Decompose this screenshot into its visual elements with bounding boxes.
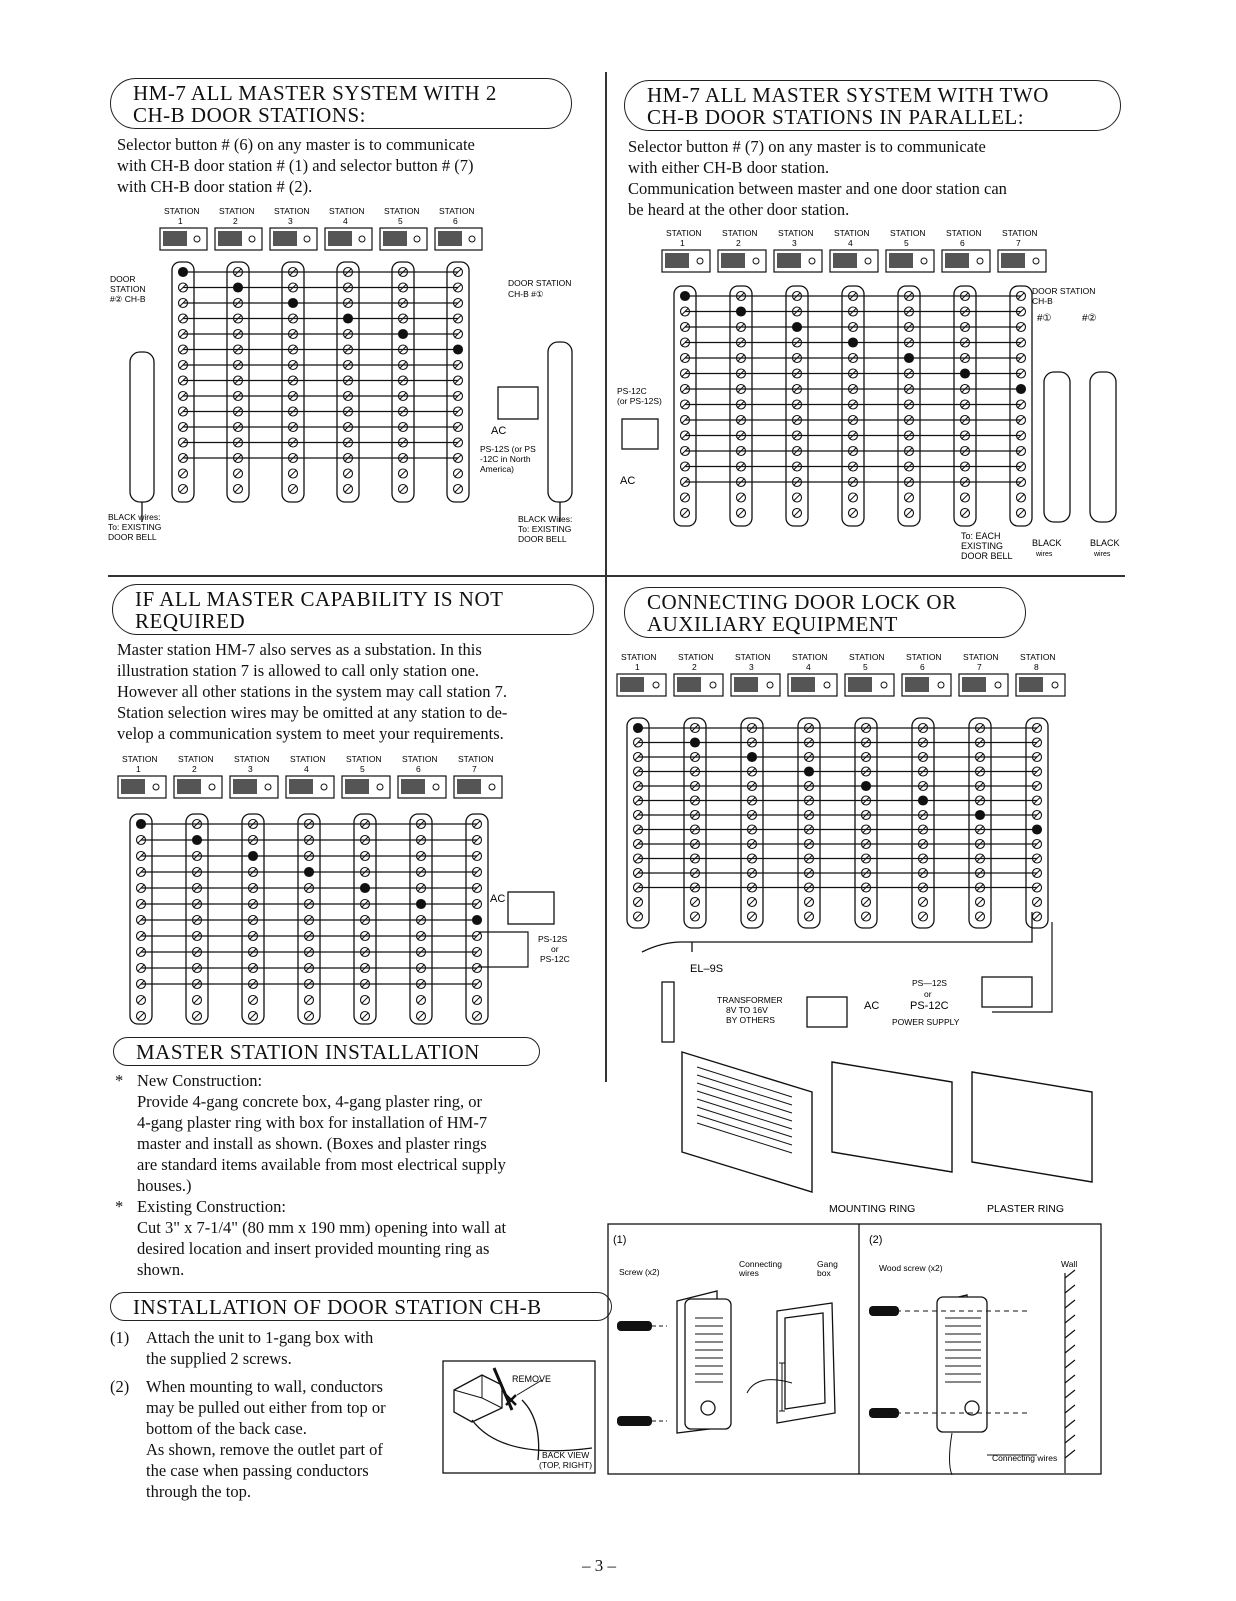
station-label: STATION <box>778 228 814 238</box>
wiring-diagram-1 <box>108 202 598 557</box>
station-number: 6 <box>960 238 965 248</box>
station-number: 7 <box>472 764 477 774</box>
door-install-step-1: (1) Attach the unit to 1-gang box with the supplied 2 screws. <box>110 1328 374 1368</box>
svg-text:PS-12C: PS-12C <box>540 954 570 964</box>
svg-text:DOOR BELL: DOOR BELL <box>961 551 1013 561</box>
svg-text:#①: #① <box>1037 313 1052 324</box>
door-install-step-2: (2) When mounting to wall, conductors may be pulled out either from top or bottom of the back case. As shown, remove the outlet part of the case when passing conductors through the top. <box>110 1377 386 1501</box>
station-number: 3 <box>792 238 797 248</box>
door-station-left <box>130 352 154 502</box>
section2-description: Selector button # (7) on any master is to communicate with either CH-B door station. Communication between master and one door station can be heard at the other door station. <box>628 137 1007 219</box>
station-number: 8 <box>1034 662 1039 672</box>
station-label: STATION <box>666 228 702 238</box>
station-number: 3 <box>248 764 253 774</box>
ps-label: PS-12S (or PS <box>480 444 536 454</box>
station-number: 4 <box>304 764 309 774</box>
black-wires-right: BLACK Wires: <box>518 514 573 524</box>
station-label: STATION <box>621 652 657 662</box>
station-number: 3 <box>749 662 754 672</box>
svg-text:CH-B: CH-B <box>1032 296 1053 306</box>
station-number: 5 <box>904 238 909 248</box>
door-station-1 <box>1044 372 1070 522</box>
terminal-strip <box>969 718 991 928</box>
svg-text:Wall: Wall <box>1061 1259 1078 1269</box>
section-title-parallel-door: HM-7 ALL MASTER SYSTEM WITH TWO CH-B DOOR STATIONS IN PARALLEL: <box>624 80 1121 131</box>
station-number: 7 <box>977 662 982 672</box>
svg-text:PS-12S: PS-12S <box>538 934 568 944</box>
svg-text:wires: wires <box>739 1268 759 1278</box>
station-label: STATION <box>274 206 310 216</box>
station-label: STATION <box>122 754 158 764</box>
terminal-strip <box>1026 718 1048 928</box>
svg-text:EL–9S: EL–9S <box>690 963 724 975</box>
section-divider-right <box>605 575 1125 577</box>
svg-text:BACK VIEW: BACK VIEW <box>542 1450 590 1460</box>
mounting-ring-drawing <box>832 1062 952 1172</box>
svg-text:TRANSFORMER: TRANSFORMER <box>717 995 783 1005</box>
power-supply-box <box>982 977 1032 1007</box>
section-title-all-master-2-door: HM-7 ALL MASTER SYSTEM WITH 2 CH-B DOOR STATIONS: <box>110 78 572 129</box>
station-label: STATION <box>722 228 758 238</box>
station-number: 5 <box>360 764 365 774</box>
station-number: 2 <box>692 662 697 672</box>
section-title-door-lock: CONNECTING DOOR LOCK OR AUXILIARY EQUIPMENT <box>624 587 1026 638</box>
terminal-strip <box>741 718 763 928</box>
station-label: STATION <box>164 206 200 216</box>
plaster-ring-drawing <box>972 1072 1092 1182</box>
station-number: 1 <box>680 238 685 248</box>
station-label: STATION <box>946 228 982 238</box>
station-label: STATION <box>178 754 214 764</box>
section-title-all-master-not-required: IF ALL MASTER CAPABILITY IS NOT REQUIRED <box>112 584 594 635</box>
svg-text:CH-B #①: CH-B #① <box>508 289 544 299</box>
svg-text:BY OTHERS: BY OTHERS <box>726 1015 775 1025</box>
door-station-2 <box>1090 372 1116 522</box>
svg-text:(TOP, RIGHT): (TOP, RIGHT) <box>539 1460 593 1470</box>
station-number: 5 <box>398 216 403 226</box>
svg-text:AC: AC <box>490 893 506 905</box>
station-number: 7 <box>1016 238 1021 248</box>
station-label: STATION <box>402 754 438 764</box>
svg-text:America): America) <box>480 464 515 474</box>
power-supply-box <box>498 387 538 419</box>
wiring-diagram-3 <box>108 752 598 1032</box>
svg-text:DOOR BELL: DOOR BELL <box>518 534 567 544</box>
station-number: 2 <box>192 764 197 774</box>
svg-text:AC: AC <box>491 425 507 437</box>
svg-text:or: or <box>924 989 932 999</box>
station-label: STATION <box>1020 652 1056 662</box>
station-number: 6 <box>416 764 421 774</box>
svg-text:(2): (2) <box>869 1234 883 1246</box>
svg-text:PS—12S: PS—12S <box>912 978 947 988</box>
station-label: STATION <box>346 754 382 764</box>
svg-text:Screw (x2): Screw (x2) <box>619 1267 660 1277</box>
svg-text:PLASTER RING: PLASTER RING <box>987 1203 1065 1215</box>
power-supply-box <box>622 419 658 449</box>
station-number: 1 <box>136 764 141 774</box>
page-number: – 3 – <box>582 1556 616 1575</box>
back-view-figure <box>442 1360 597 1475</box>
station-number: 1 <box>178 216 183 226</box>
svg-text:(or PS-12S): (or PS-12S) <box>617 396 662 406</box>
terminal-strip <box>912 718 934 928</box>
station-label: STATION <box>735 652 771 662</box>
station-number: 2 <box>736 238 741 248</box>
black-wires-left: BLACK wires: <box>108 512 161 522</box>
svg-text:Connecting: Connecting <box>739 1259 783 1269</box>
svg-text:wires: wires <box>1094 551 1111 558</box>
power-supply-box <box>508 892 554 924</box>
wiring-diagram-2 <box>612 224 1132 569</box>
station-label: STATION <box>290 754 326 764</box>
door-station-right <box>548 342 572 502</box>
station-number: 2 <box>233 216 238 226</box>
section-divider-left <box>108 575 605 577</box>
station-number: 6 <box>453 216 458 226</box>
station-label: STATION <box>234 754 270 764</box>
svg-text:AC: AC <box>864 1000 880 1012</box>
station-label: STATION <box>890 228 926 238</box>
svg-text:Gang: Gang <box>817 1259 838 1269</box>
station-label: STATION <box>849 652 885 662</box>
station-label: STATION <box>219 206 255 216</box>
station-label: STATION <box>329 206 365 216</box>
door-station-left-label: DOOR <box>110 274 136 284</box>
svg-text:MOUNTING RING: MOUNTING RING <box>829 1203 916 1215</box>
column-divider <box>605 72 607 1082</box>
station-number: 4 <box>806 662 811 672</box>
svg-text:wires: wires <box>1036 551 1053 558</box>
svg-text:EXISTING: EXISTING <box>961 541 1004 551</box>
new-construction: * New Construction: Provide 4-gang concrete box, 4-gang plaster ring, or 4-gang plaster ring with box for installation of HM-7 master and install as shown. (Boxes and plaster rings are standard items available from most electrical supply houses.) * Existing Construction: Cut 3" x 7-1/4" (80 mm x 190 mm) opening into wall at desired location and insert provided mounting ring as shown. <box>115 1071 507 1279</box>
svg-text:Wood screw (x2): Wood screw (x2) <box>879 1263 943 1273</box>
svg-text:PS-12C: PS-12C <box>617 386 647 396</box>
svg-text:box: box <box>817 1268 831 1278</box>
station-number: 5 <box>863 662 868 672</box>
svg-text:BLACK: BLACK <box>1032 538 1062 548</box>
station-label: STATION <box>439 206 475 216</box>
station-number: 1 <box>635 662 640 672</box>
section-title-master-installation: MASTER STATION INSTALLATION <box>113 1037 540 1066</box>
station-label: STATION <box>678 652 714 662</box>
section3-description: Master station HM-7 also serves as a substation. In this illustration station 7 is allowed to call only station one. However all other stations in the system may call station 7. Station selection wires may be omitted at any station to de- velop a communication system to meet your requirements. <box>117 640 508 743</box>
svg-text:8V TO 16V: 8V TO 16V <box>726 1005 768 1015</box>
svg-text:or: or <box>551 944 559 954</box>
station-number: 3 <box>288 216 293 226</box>
svg-text:To: EXISTING: To: EXISTING <box>518 524 572 534</box>
svg-text:To: EXISTING: To: EXISTING <box>108 522 162 532</box>
svg-text:(1): (1) <box>613 1234 627 1246</box>
door-station-right-label: DOOR STATION <box>508 278 572 288</box>
terminal-strip <box>684 718 706 928</box>
transformer-box <box>807 997 847 1027</box>
station-label: STATION <box>1002 228 1038 238</box>
svg-text:DOOR BELL: DOOR BELL <box>108 532 157 542</box>
station-number: 6 <box>920 662 925 672</box>
terminal-strip <box>798 718 820 928</box>
door-lock-el9s <box>662 982 674 1042</box>
svg-text:STATION: STATION <box>110 284 146 294</box>
terminal-strip <box>627 718 649 928</box>
wiring-diagram-4 <box>612 652 1132 1222</box>
svg-text:POWER SUPPLY: POWER SUPPLY <box>892 1017 960 1027</box>
master-unit-drawing <box>682 1052 812 1192</box>
section1-description: Selector button # (6) on any master is to communicate with CH-B door station # (1) and selector button # (7) with CH-B door station # (2). <box>117 135 475 196</box>
station-number: 4 <box>848 238 853 248</box>
svg-text:DOOR STATION: DOOR STATION <box>1032 286 1096 296</box>
svg-text:BLACK: BLACK <box>1090 538 1120 548</box>
station-label: STATION <box>834 228 870 238</box>
svg-text:To: EACH: To: EACH <box>961 531 1001 541</box>
svg-text:AC: AC <box>620 475 636 487</box>
svg-text:#②: #② <box>1082 313 1097 324</box>
station-label: STATION <box>906 652 942 662</box>
svg-text:#② CH-B: #② CH-B <box>110 294 146 304</box>
svg-text:Connecting wires: Connecting wires <box>992 1453 1058 1463</box>
station-label: STATION <box>458 754 494 764</box>
station-number: 4 <box>343 216 348 226</box>
section-title-door-station-installation: INSTALLATION OF DOOR STATION CH-B <box>110 1292 612 1321</box>
svg-text:PS-12C: PS-12C <box>910 1000 949 1012</box>
terminal-strip <box>855 718 877 928</box>
door-station-mount-figures <box>607 1223 1102 1475</box>
svg-text:REMOVE: REMOVE <box>512 1374 552 1384</box>
station-label: STATION <box>792 652 828 662</box>
station-label: STATION <box>384 206 420 216</box>
station-label: STATION <box>963 652 999 662</box>
svg-text:-12C in North: -12C in North <box>480 454 531 464</box>
